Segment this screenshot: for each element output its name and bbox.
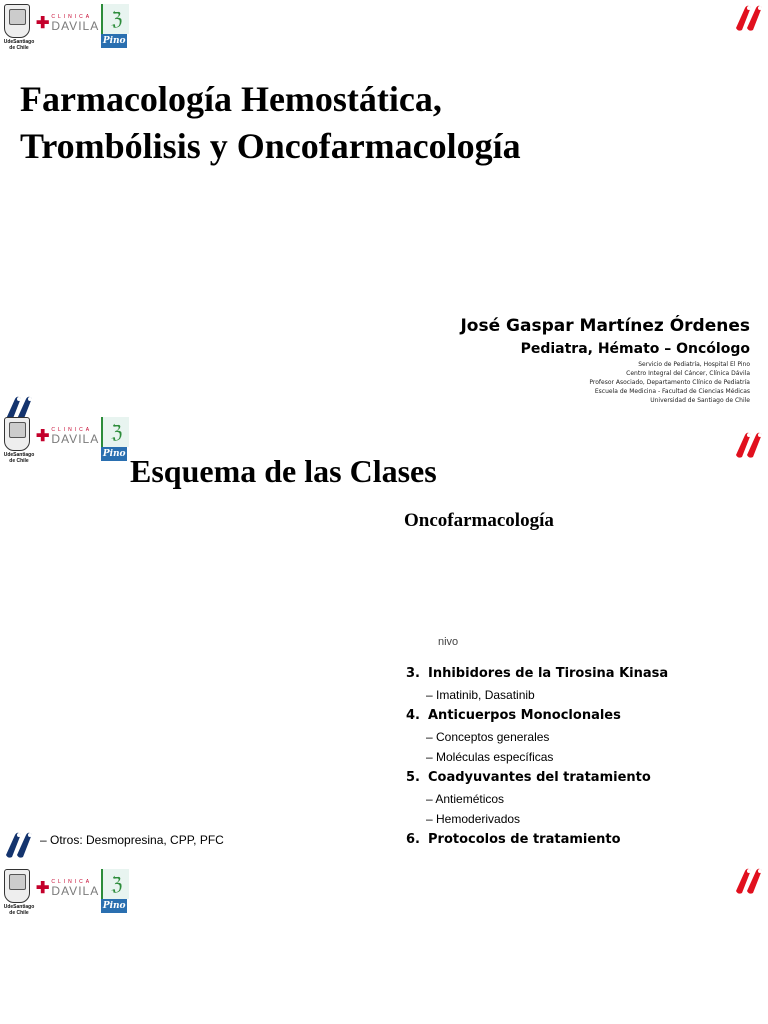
cross-icon: ✚ [36, 427, 50, 445]
list-item [406, 767, 668, 829]
cross-icon: ✚ [36, 879, 50, 897]
davila-label: DAVILA [51, 19, 100, 33]
sub-item: – Moléculas específicas [426, 750, 554, 764]
logo-header [3, 417, 127, 464]
tree-icon: ℨ [111, 422, 123, 442]
hospital-pino-logo [101, 869, 127, 913]
slide-next [0, 865, 768, 1024]
clipped-text: nivo [438, 636, 459, 648]
affiliation-line: Servicio de Pediatría, Hospital El Pino [638, 361, 750, 368]
item-number: 4. [406, 708, 420, 723]
author-role: Pediatra, Hémato – Oncólogo [520, 341, 750, 357]
logo-header [3, 4, 127, 51]
title-line-2: Trombólisis y Oncofarmacología [20, 126, 521, 166]
title-line-1: Farmacología Hemostática, [20, 79, 442, 119]
clinica-davila-logo [36, 427, 99, 446]
clinica-label: CLINICA [51, 879, 93, 885]
crest-text: UdeSantiago de Chile [3, 39, 35, 51]
outline-list [406, 663, 668, 851]
pino-label: Pino [102, 36, 126, 46]
pino-label: Pino [102, 449, 126, 459]
slide-title: Esquema de las Clases [130, 453, 437, 489]
university-crest-logo [3, 4, 35, 51]
tree-icon: ℨ [111, 9, 123, 29]
davila-label: DAVILA [51, 432, 100, 446]
item-number: 6. [406, 832, 420, 847]
university-crest-logo [3, 417, 35, 464]
swim-fins-icon [2, 829, 36, 859]
swim-fins-icon [732, 2, 766, 32]
clinica-davila-logo [36, 14, 99, 33]
slide-outline [0, 415, 768, 865]
author-block [460, 314, 750, 405]
item-number: 3. [406, 666, 420, 681]
item-label: Inhibidores de la Tirosina Kinasa [428, 666, 669, 681]
slide-title [0, 0, 768, 415]
hospital-pino-logo [101, 4, 127, 48]
logo-header [3, 869, 127, 916]
item-label: Coadyuvantes del tratamiento [428, 770, 651, 785]
affiliation-line: Centro Integral del Cáncer, Clínica Dávila [626, 370, 750, 377]
list-item [406, 663, 668, 705]
swim-fins-icon [732, 865, 766, 895]
item-number: 5. [406, 770, 420, 785]
other-text: – Otros: Desmopresina, CPP, PFC [40, 833, 224, 847]
crest-text: UdeSantiago de Chile [3, 904, 35, 916]
item-label: Protocolos de tratamiento [428, 832, 621, 847]
slide-subtitle: Oncofarmacología [404, 510, 554, 531]
davila-label: DAVILA [51, 884, 100, 898]
item-label: Anticuerpos Monoclonales [428, 708, 621, 723]
tree-icon: ℨ [111, 874, 123, 894]
pino-label: Pino [102, 901, 126, 911]
affiliation-line: Escuela de Medicina - Facultad de Ciencias Médicas [594, 388, 750, 395]
university-crest-logo [3, 869, 35, 916]
sub-item: – Conceptos generales [426, 730, 550, 744]
list-item [406, 829, 668, 851]
list-item [406, 705, 668, 767]
author-name: José Gaspar Martínez Órdenes [460, 316, 750, 336]
clinica-label: CLINICA [51, 14, 93, 20]
clinica-davila-logo [36, 879, 99, 898]
clinica-label: CLINICA [51, 427, 93, 433]
presentation-title [20, 76, 521, 170]
sub-item: – Antieméticos [426, 792, 505, 806]
sub-item: – Hemoderivados [426, 812, 521, 826]
sub-item: – Imatinib, Dasatinib [426, 688, 535, 702]
swim-fins-icon [732, 429, 766, 459]
affiliation-line: Universidad de Santiago de Chile [650, 397, 750, 404]
affiliation-line: Profesor Asociado, Departamento Clínico de Pediatría [589, 379, 750, 386]
crest-text: UdeSantiago de Chile [3, 452, 35, 464]
cross-icon: ✚ [36, 14, 50, 32]
hospital-pino-logo [101, 417, 127, 461]
